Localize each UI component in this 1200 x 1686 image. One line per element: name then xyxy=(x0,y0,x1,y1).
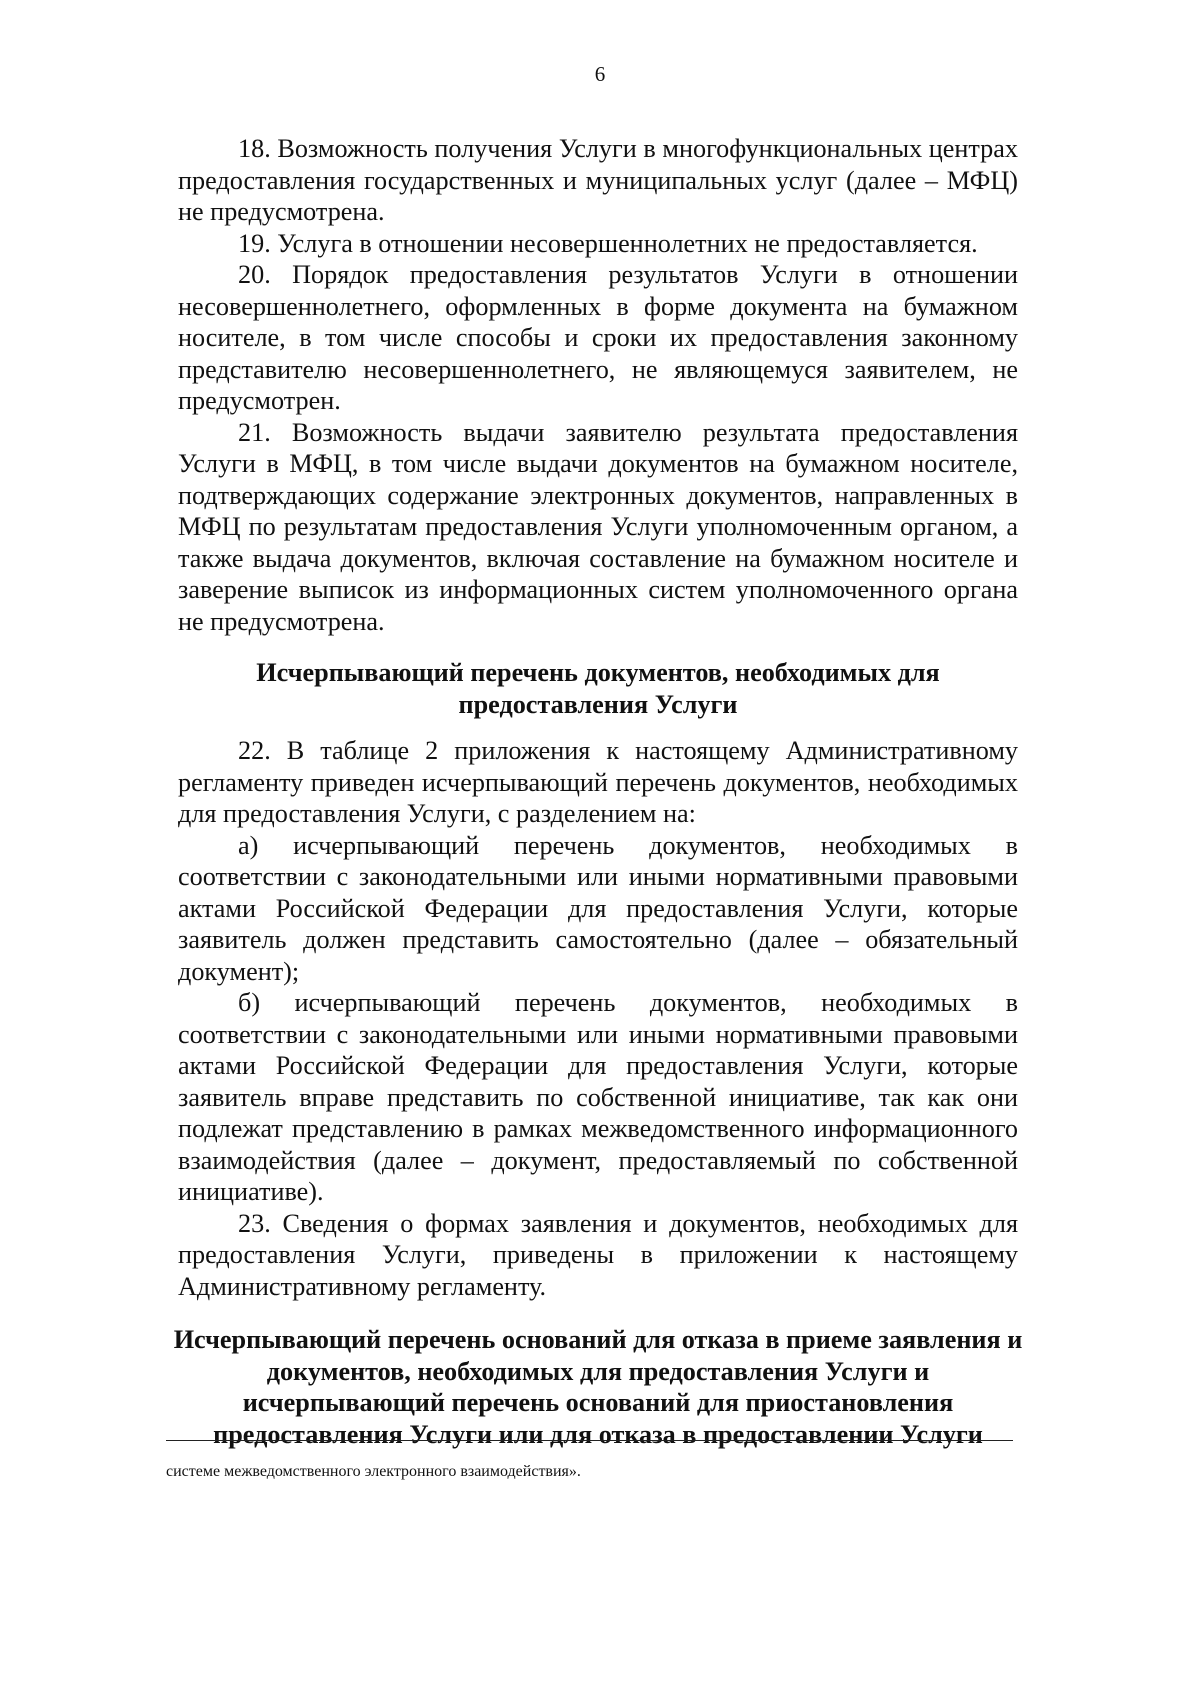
paragraph-22-b: б) исчерпывающий перечень документов, необходимых в соответствии с законодательными или иными нормативными правовыми актами Российской Федерации для предоставления Услуги, которые заявитель вправе представить по собственной инициативе, так как они подлежат представлению в рамках межведомственного информационного взаимодействия (далее – документ, предоставляемый по собственной инициативе). xyxy=(178,988,1018,1206)
paragraph-21: 21. Возможность выдачи заявителю результата предоставления Услуги в МФЦ, в том числе выдачи документов на бумажном носителе, подтверждающих содержание электронных документов, направленных в МФЦ по результатам предоставления Услуги уполномоченным органом, а также выдача документов, включая составление на бумажном носителе и заверение выписок из информационных систем уполномоченного органа не предусмотрена. xyxy=(178,417,1018,636)
paragraph-19: 19. Услуга в отношении несовершеннолетних не предоставляется. xyxy=(238,228,978,258)
paragraph-23: 23. Сведения о формах заявления и документов, необходимых для предоставления Услуги, приведены в приложении к настоящему Административному регламенту. xyxy=(178,1208,1018,1301)
page-number: 6 xyxy=(594,62,606,86)
document-body xyxy=(173,133,1023,1450)
paragraph-22: 22. В таблице 2 приложения к настоящему Административному регламенту приведен исчерпывающий перечень документов, необходимых для предоставления Услуги, с разделением на: xyxy=(178,736,1018,828)
paragraph-18: 18. Возможность получения Услуги в многофункциональных центрах предоставления государственных и муниципальных услуг (далее – МФЦ) не предусмотрена. xyxy=(178,134,1018,226)
paragraph-20: 20. Порядок предоставления результатов Услуги в отношении несовершеннолетнего, оформленных в форме документа на бумажном носителе, в том числе способы и сроки их предоставления законному представителю несовершеннолетнего, не являющемуся заявителем, не предусмотрен. xyxy=(178,260,1018,415)
footnote-text: системе межведомственного электронного взаимодействия». xyxy=(166,1463,581,1480)
footnote-separator xyxy=(166,1440,1013,1441)
section-heading-documents: Исчерпывающий перечень документов, необходимых для предоставления Услуги xyxy=(256,658,940,719)
section-heading-refusal-grounds: Исчерпывающий перечень оснований для отказа в приеме заявления и документов, необходимых для предоставления Услуги и исчерпывающий перечень оснований для приостановления предоставления Услуги или для отказа в предоставлении Услуги xyxy=(173,1325,1023,1449)
paragraph-22-a: а) исчерпывающий перечень документов, необходимых в соответствии с законодательными или иными нормативными правовыми актами Российской Федерации для предоставления Услуги, которые заявитель должен представить самостоятельно (далее – обязательный документ); xyxy=(178,830,1018,986)
